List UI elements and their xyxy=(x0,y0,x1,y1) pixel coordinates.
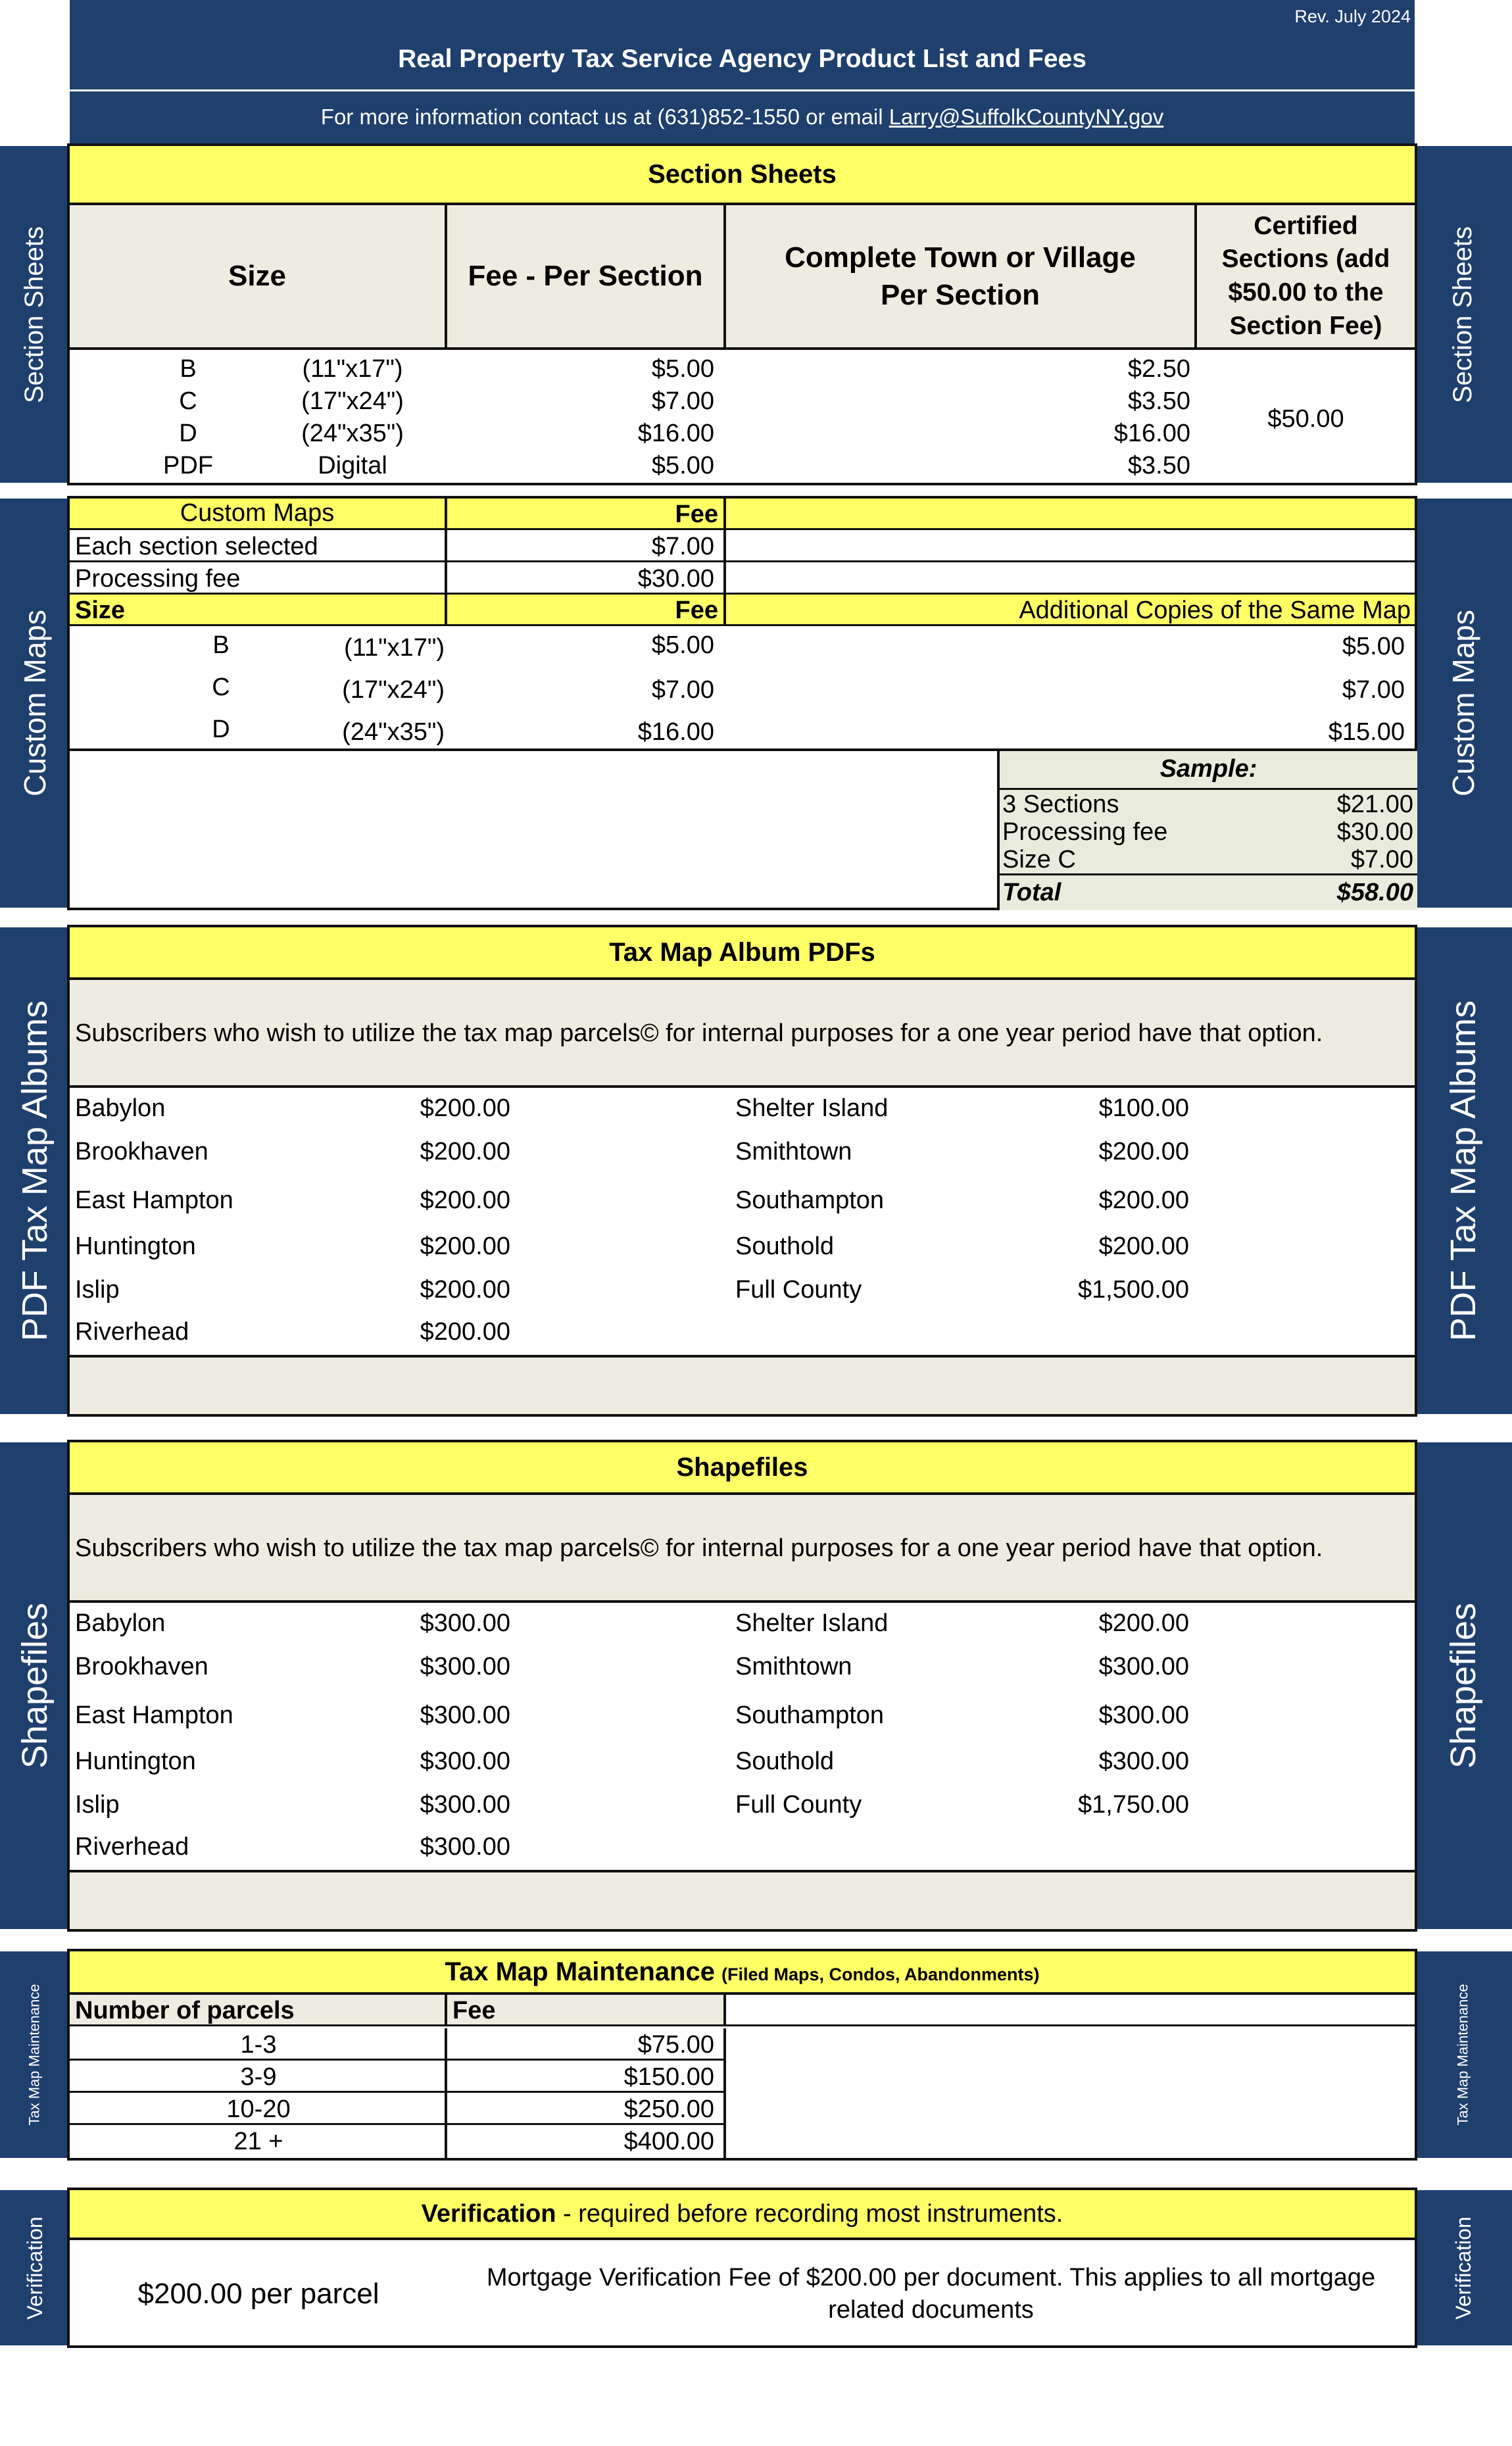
sample-total-label: Total xyxy=(1002,879,1061,906)
size-header: Size xyxy=(70,595,447,624)
pdf-albums-description-row xyxy=(70,980,1415,1088)
town-name: Shelter Island xyxy=(735,1094,889,1122)
shapefiles-description: Subscribers who wish to utilize the tax map parcels© for internal purposes for a one year period have that option. xyxy=(75,1534,1323,1562)
table-row xyxy=(70,2125,726,2158)
town-fee: $200.00 xyxy=(1098,1138,1189,1165)
town-name: Southampton xyxy=(735,1186,885,1214)
size-dim: (11"x17") xyxy=(343,634,445,662)
town-name: Huntington xyxy=(75,1748,196,1775)
fee-value: $5.00 xyxy=(651,631,714,659)
town-name: Babylon xyxy=(75,1609,166,1637)
page-title: Real Property Tax Service Agency Product List and Fees xyxy=(398,45,1086,73)
parcel-fee: $400.00 xyxy=(623,2128,714,2155)
size-dim: (11"x17") xyxy=(302,355,403,383)
sample-label: Processing fee xyxy=(1002,818,1168,846)
parcel-range: 10-20 xyxy=(226,2095,291,2123)
town-name: Southampton xyxy=(735,1701,885,1729)
size-code: D xyxy=(179,420,197,447)
header-banner xyxy=(70,0,1415,143)
additional-value: $7.00 xyxy=(1342,676,1405,704)
contact-line xyxy=(70,100,1415,134)
each-section-row xyxy=(70,530,1415,562)
verification-title-row xyxy=(70,2190,1415,2240)
town-fee: $300.00 xyxy=(420,1701,510,1729)
town-fee: $300.00 xyxy=(420,1609,510,1637)
header-divider xyxy=(70,89,1415,91)
sample-label: 3 Sections xyxy=(1002,791,1119,818)
parcels-header: Number of parcels xyxy=(70,1995,447,2024)
processing-fee-row xyxy=(70,562,1415,595)
town-name: Riverhead xyxy=(75,1833,189,1861)
sample-total-value: $58.00 xyxy=(1336,879,1413,906)
fee-header: Fee xyxy=(447,499,726,528)
side-label-shapefiles-left: Shapefiles xyxy=(0,1442,70,1929)
col-complete-header: Complete Town or Village Per Section xyxy=(726,205,1197,347)
table-row xyxy=(70,449,1415,481)
side-label-maintenance-left: Tax Map Maintenance xyxy=(0,1951,70,2158)
side-label-verification-left: Verification xyxy=(0,2190,70,2345)
size-code: D xyxy=(212,716,230,743)
town-fee: $200.00 xyxy=(420,1138,510,1165)
town-name: Babylon xyxy=(75,1094,166,1122)
sample-title: Sample: xyxy=(1159,755,1257,783)
size-code: B xyxy=(180,355,197,383)
town-fee: $200.00 xyxy=(420,1233,510,1260)
town-fee: $200.00 xyxy=(1098,1609,1189,1637)
complete-value: $2.50 xyxy=(1127,355,1190,383)
town-name: Smithtown xyxy=(735,1138,852,1165)
processing-fee-label: Processing fee xyxy=(75,565,241,593)
town-name: Huntington xyxy=(75,1233,196,1260)
table-row xyxy=(70,2028,726,2061)
maintenance-subtitle: (Filed Maps, Condos, Abandonments) xyxy=(721,1964,1040,1984)
col-certified-header: Certified Sections (add $50.00 to the Section Fee) xyxy=(1221,211,1390,340)
additional-copies-header: Additional Copies of the Same Map xyxy=(1019,597,1411,624)
fee-value: $7.00 xyxy=(651,676,714,704)
complete-value: $16.00 xyxy=(1113,420,1190,447)
town-fee: $300.00 xyxy=(420,1833,510,1861)
fee-value: $16.00 xyxy=(637,420,714,447)
town-name: Full County xyxy=(735,1791,862,1819)
town-fee: $1,750.00 xyxy=(1077,1791,1189,1819)
fee-header: Fee xyxy=(447,1995,726,2024)
town-name: Brookhaven xyxy=(75,1653,208,1680)
sample-value: $7.00 xyxy=(1350,846,1413,873)
per-parcel-fee: $200.00 per parcel xyxy=(137,2278,379,2310)
pdf-albums-description: Subscribers who wish to utilize the tax map parcels© for internal purposes for a one year period have that option. xyxy=(75,1019,1323,1047)
col-divider xyxy=(445,2028,447,2158)
custom-maps-size-header xyxy=(70,595,1415,626)
side-label-pdf-albums-right: PDF Tax Map Albums xyxy=(1415,927,1512,1414)
revision-date: Rev. July 2024 xyxy=(1294,7,1411,26)
pdf-albums-footer-row xyxy=(70,1355,1415,1414)
town-fee: $100.00 xyxy=(1098,1094,1189,1122)
sample-value: $30.00 xyxy=(1336,818,1413,846)
town-name: Brookhaven xyxy=(75,1138,208,1165)
table-row xyxy=(70,2093,726,2125)
size-code: PDF xyxy=(163,452,213,479)
size-dim: (17"x24") xyxy=(301,387,404,415)
side-label-section-sheets-left: Section Sheets xyxy=(0,146,70,483)
parcel-fee: $250.00 xyxy=(623,2095,714,2123)
custom-maps-table xyxy=(67,496,1417,910)
shapefiles-table xyxy=(67,1440,1417,1932)
side-label-maintenance-right: Tax Map Maintenance xyxy=(1415,1951,1512,2158)
table-row xyxy=(70,668,1415,709)
town-fee: $300.00 xyxy=(420,1748,510,1775)
town-fee: $300.00 xyxy=(1098,1748,1189,1775)
maintenance-title-row xyxy=(70,1951,1415,1995)
table-row xyxy=(70,710,1415,751)
section-sheets-table xyxy=(67,143,1417,485)
town-fee: $200.00 xyxy=(1098,1233,1189,1260)
town-name: Smithtown xyxy=(735,1653,852,1680)
custom-maps-size-rows xyxy=(70,626,1415,751)
additional-value: $5.00 xyxy=(1342,633,1405,660)
table-row xyxy=(70,353,1415,385)
parcel-fee: $150.00 xyxy=(623,2063,714,2091)
town-fee: $1,500.00 xyxy=(1077,1276,1189,1304)
col-fee-header: Fee - Per Section xyxy=(447,205,726,347)
town-name: East Hampton xyxy=(75,1186,233,1214)
shapefiles-footer-row xyxy=(70,1870,1415,1929)
certified-fee: $50.00 xyxy=(1267,405,1344,433)
parcel-range: 21 + xyxy=(233,2128,283,2155)
pdf-albums-table xyxy=(67,925,1417,1417)
maintenance-title: Tax Map Maintenance xyxy=(445,1957,715,1986)
side-label-verification-right: Verification xyxy=(1415,2190,1512,2345)
side-label-custom-maps-right: Custom Maps xyxy=(1415,499,1512,908)
town-fee: $300.00 xyxy=(1098,1653,1189,1680)
town-fee: $200.00 xyxy=(1098,1186,1189,1214)
shapefiles-title: Shapefiles xyxy=(70,1442,1415,1495)
fee-value: $5.00 xyxy=(651,355,714,383)
verification-table xyxy=(67,2188,1417,2348)
size-dim: (24"x35") xyxy=(342,718,445,746)
shapefiles-description-row xyxy=(70,1495,1415,1603)
town-name: Southold xyxy=(735,1233,835,1260)
processing-fee-value: $30.00 xyxy=(637,565,714,593)
col-divider xyxy=(723,499,726,626)
section-sheets-rows xyxy=(70,353,1415,483)
complete-value: $3.50 xyxy=(1127,387,1190,415)
town-fee: $200.00 xyxy=(420,1094,510,1122)
col-divider xyxy=(723,2028,726,2158)
size-dim: (17"x24") xyxy=(342,676,445,704)
town-fee: $300.00 xyxy=(1098,1701,1189,1729)
email-link[interactable]: Larry@SuffolkCountyNY.gov xyxy=(889,105,1164,129)
contact-text: For more information contact us at (631)852-1550 or email xyxy=(320,105,889,129)
table-row xyxy=(70,626,1415,667)
town-fee: $300.00 xyxy=(420,1653,510,1680)
table-row xyxy=(70,2061,726,2093)
complete-value: $3.50 xyxy=(1127,452,1190,479)
size-dim: Digital xyxy=(318,452,387,479)
each-section-fee: $7.00 xyxy=(651,533,714,560)
size-code: B xyxy=(212,631,230,659)
verification-subtitle: - required before recording most instruments. xyxy=(556,2199,1063,2228)
custom-maps-header xyxy=(70,499,1415,530)
side-label-custom-maps-left: Custom Maps xyxy=(0,499,70,908)
side-label-shapefiles-right: Shapefiles xyxy=(1415,1442,1512,1929)
section-sheets-header-row xyxy=(70,205,1415,350)
each-section-label: Each section selected xyxy=(75,533,318,560)
size-code: C xyxy=(179,387,197,415)
custom-maps-label: Custom Maps xyxy=(70,499,447,528)
additional-value: $15.00 xyxy=(1328,718,1405,746)
sample-value: $21.00 xyxy=(1336,791,1413,818)
town-name: Riverhead xyxy=(75,1318,189,1346)
sample-box xyxy=(997,748,1417,910)
col-divider xyxy=(445,499,447,626)
fee-value: $5.00 xyxy=(651,452,714,479)
sample-label: Size C xyxy=(1002,846,1076,873)
town-name: Shelter Island xyxy=(735,1609,889,1637)
town-fee: $200.00 xyxy=(420,1276,510,1304)
maintenance-header-row xyxy=(70,1995,1415,2026)
parcel-fee: $75.00 xyxy=(637,2031,714,2059)
verification-title: Verification xyxy=(421,2199,556,2228)
town-fee: $200.00 xyxy=(420,1186,510,1214)
town-fee: $300.00 xyxy=(420,1791,510,1819)
town-name: East Hampton xyxy=(75,1701,233,1729)
town-name: Islip xyxy=(75,1791,120,1819)
fee-value: $7.00 xyxy=(651,387,714,415)
side-label-pdf-albums-left: PDF Tax Map Albums xyxy=(0,927,70,1414)
maintenance-table xyxy=(67,1949,1417,2161)
size-code: C xyxy=(212,673,230,701)
parcel-range: 1-3 xyxy=(240,2031,277,2059)
town-fee: $200.00 xyxy=(420,1318,510,1346)
town-name: Islip xyxy=(75,1276,120,1304)
fee-header: Fee xyxy=(447,595,726,624)
parcel-range: 3-9 xyxy=(240,2063,277,2091)
size-dim: (24"x35") xyxy=(301,420,404,447)
mortgage-verification-note: Mortgage Verification Fee of $200.00 per document. This applies to all mortgage related documents xyxy=(486,2263,1376,2324)
side-label-section-sheets-right: Section Sheets xyxy=(1415,146,1512,483)
town-name: Full County xyxy=(735,1276,862,1304)
section-sheets-title: Section Sheets xyxy=(70,146,1415,205)
col-size-header: Size xyxy=(70,205,447,347)
pdf-albums-title: Tax Map Album PDFs xyxy=(70,927,1415,980)
town-name: Southold xyxy=(735,1748,835,1775)
fee-value: $16.00 xyxy=(637,718,714,746)
